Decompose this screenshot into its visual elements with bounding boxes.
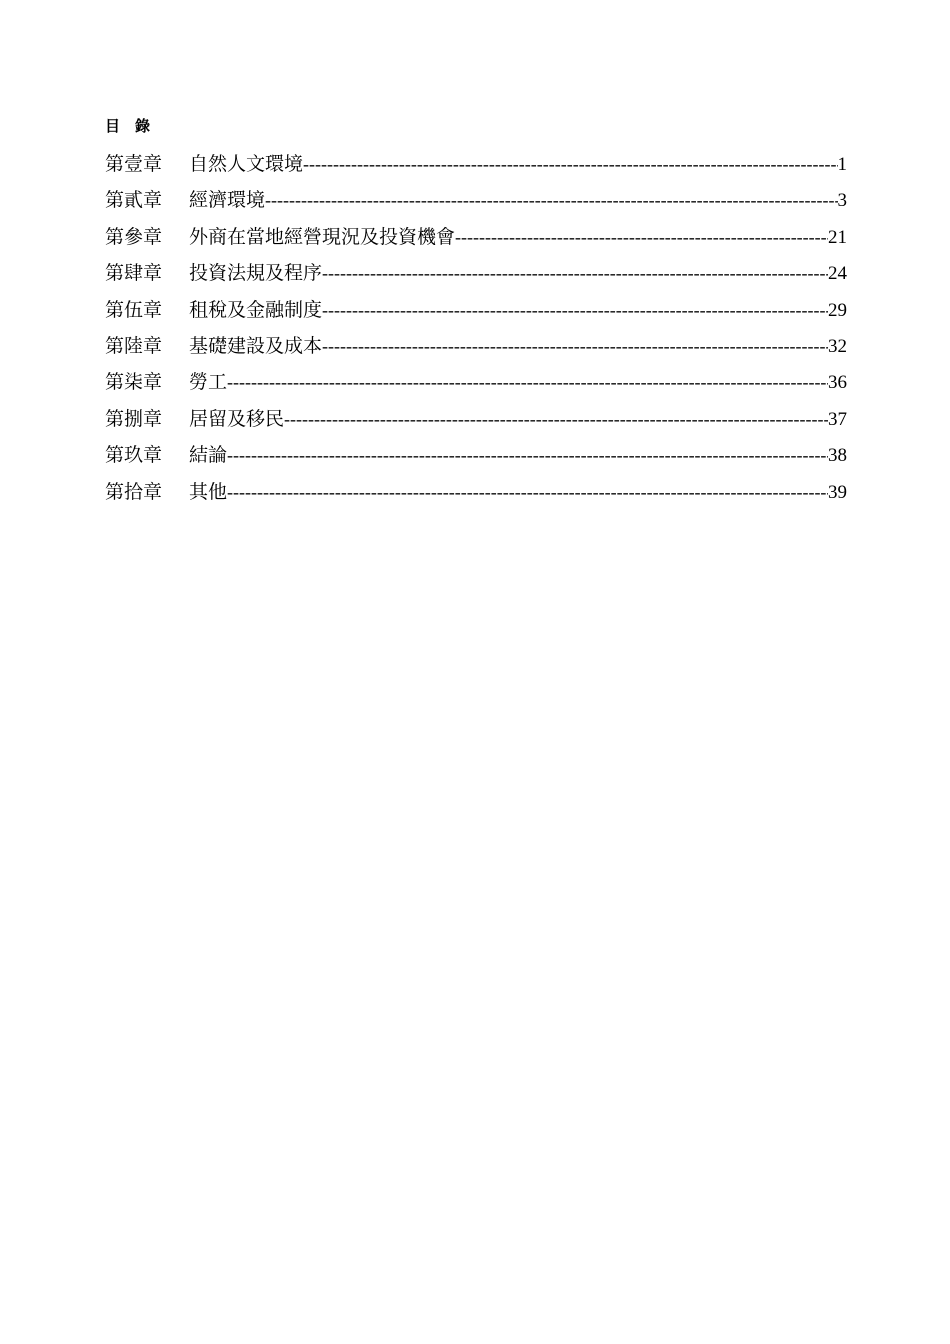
toc-chapter-number: 第陸章 [105,334,163,357]
toc-dot-leader [284,401,828,437]
toc-entry[interactable] [105,401,847,437]
toc-page-number: 21 [828,226,847,248]
toc-page-number: 1 [837,154,847,175]
toc-chapter-title: 租稅及金融制度 [189,298,323,321]
toc-dot-leader [265,182,837,218]
toc-dot-leader [227,474,828,510]
toc-page-number: 36 [828,372,847,394]
toc-chapter-title: 自然人文環境 [189,153,304,175]
toc-chapter-title: 投資法規及程序 [189,262,323,285]
toc-dot-leader [227,437,828,473]
toc-chapter-title: 經濟環境 [189,189,266,212]
toc-dot-leader [455,219,828,255]
toc-chapter-number: 第貳章 [105,189,163,212]
toc-chapter-title: 其他 [189,480,228,503]
toc-chapter-title: 勞工 [189,371,228,394]
toc-chapter-title: 基礎建設及成本 [189,334,323,357]
toc-chapter-number: 第壹章 [105,153,163,175]
toc-page-number: 38 [828,445,847,467]
toc-entry[interactable] [105,328,847,364]
toc-entry[interactable] [105,255,847,291]
toc-page-number: 29 [828,299,847,321]
toc-chapter-number: 第捌章 [105,407,163,430]
toc-entry[interactable] [105,219,847,255]
toc-chapter-title: 外商在當地經營現況及投資機會 [189,225,456,248]
toc-list [105,146,847,510]
toc-page-number: 39 [828,481,847,503]
toc-entry[interactable] [105,146,847,182]
toc-page-number: 32 [828,335,847,357]
toc-dot-leader [322,328,828,364]
toc-entry[interactable] [105,292,847,328]
toc-entry[interactable] [105,364,847,400]
toc-page-number: 3 [837,190,847,212]
toc-chapter-title: 結論 [189,444,228,467]
toc-chapter-title: 居留及移民 [189,407,285,430]
toc-dot-leader [322,292,828,328]
toc-entry[interactable] [105,437,847,473]
toc-chapter-number: 第肆章 [105,262,163,285]
toc-chapter-number: 第伍章 [105,298,163,321]
toc-dot-leader [322,255,828,291]
toc-chapter-number: 第拾章 [105,480,163,503]
toc-chapter-number: 第參章 [105,225,163,248]
toc-page-number: 37 [828,408,847,430]
toc-page-number: 24 [828,263,847,285]
toc-entry[interactable] [105,182,847,218]
toc-chapter-number: 第柒章 [105,371,163,394]
toc-dot-leader [303,146,837,182]
toc-dot-leader [227,364,828,400]
toc-heading: 目 錄 [105,117,151,135]
toc-chapter-number: 第玖章 [105,444,163,467]
toc-entry[interactable] [105,474,847,510]
